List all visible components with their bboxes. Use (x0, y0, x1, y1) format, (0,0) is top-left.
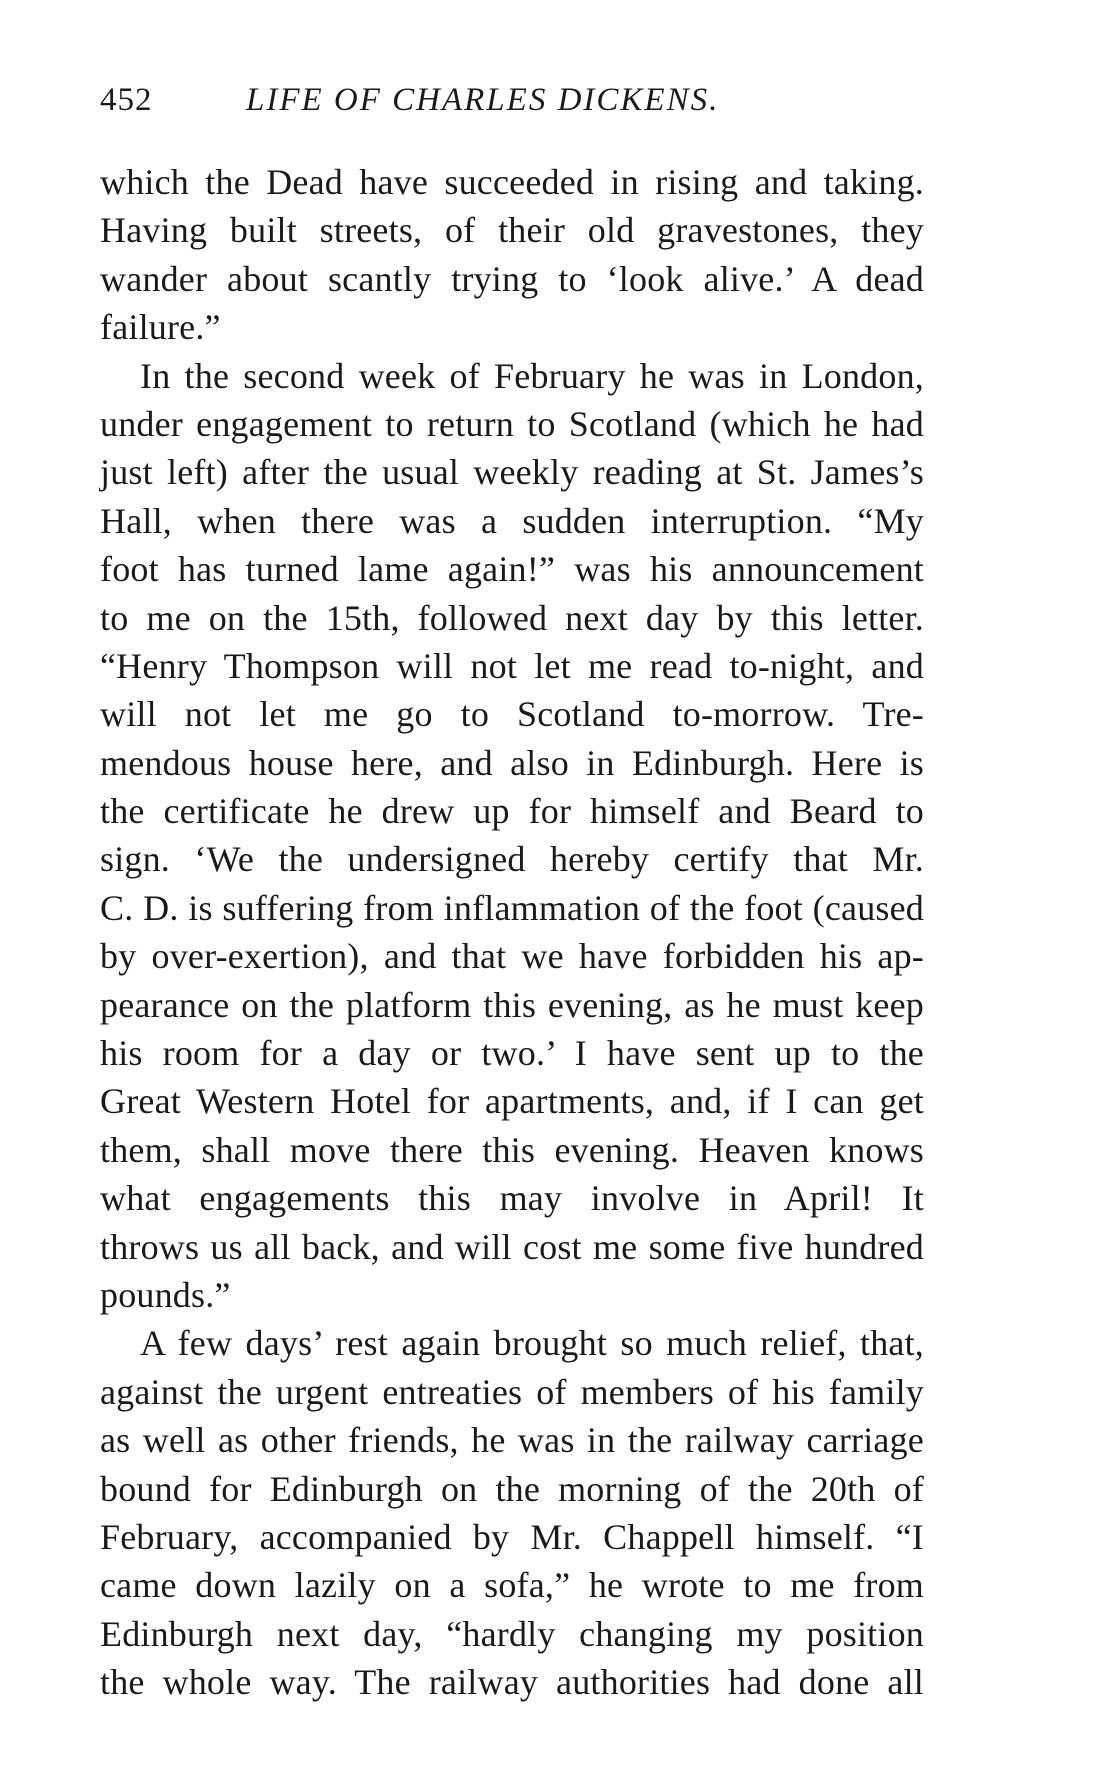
text-line: mendous house here, and also in Edinburgh. Here is (100, 742, 924, 783)
text-line: C. D. is suffering from inflammation of the foot (caused (100, 887, 924, 928)
text-line: sign. ‘We the undersigned hereby certify that Mr. (100, 839, 924, 880)
text-line: his room for a day or two.’ I have sent up to the (100, 1033, 924, 1074)
text-line: bound for Edinburgh on the morning of the 20th of (100, 1468, 924, 1509)
text-line: under engagement to return to Scotland (which he had (100, 403, 924, 444)
body-text (100, 158, 924, 1707)
text-line: failure.” (100, 307, 221, 348)
text-line: pounds.” (100, 1274, 231, 1315)
text-line: pearance on the platform this evening, as he must keep (100, 984, 924, 1025)
text-line: A few days’ rest again brought so much relief, that, (140, 1323, 924, 1364)
text-line: to me on the 15th, followed next day by this letter. (100, 597, 924, 638)
text-line: In the second week of February he was in London, (140, 355, 924, 396)
running-title: LIFE OF CHARLES DICKENS. (246, 82, 720, 118)
text-line: Edinburgh next day, “hardly changing my position (100, 1613, 924, 1654)
text-line: just left) after the usual weekly reading at St. James’s (100, 452, 924, 493)
text-line: which the Dead have succeeded in rising and taking. (100, 162, 924, 202)
running-head (96, 78, 916, 122)
text-line: the certificate he drew up for himself and Beard to (100, 791, 924, 832)
text-line: Having built streets, of their old gravestones, they (100, 210, 924, 251)
text-line: throws us all back, and will cost me some five hundred (100, 1226, 924, 1267)
text-line: will not let me go to Scotland to-morrow. Tre- (100, 694, 924, 735)
text-line: foot has turned lame again!” was his announcement (100, 549, 924, 590)
text-line: Hall, when there was a sudden interruption. “My (100, 500, 924, 541)
page-number: 452 (100, 82, 153, 118)
text-line: February, accompanied by Mr. Chappell himself. “I (100, 1516, 924, 1557)
text-line: wander about scantly trying to ‘look alive.’ A dead (100, 258, 924, 299)
text-line: the whole way. The railway authorities had done all (100, 1662, 924, 1703)
text-line: them, shall move there this evening. Heaven knows (100, 1129, 924, 1170)
text-line: Great Western Hotel for apartments, and, if I can get (100, 1081, 924, 1122)
text-line: against the urgent entreaties of members of his family (100, 1371, 924, 1412)
text-line: as well as other friends, he was in the railway carriage (100, 1420, 924, 1461)
text-line: “Henry Thompson will not let me read to-night, and (100, 645, 924, 686)
text-line: by over-exertion), and that we have forbidden his ap- (100, 936, 924, 977)
text-line: what engagements this may involve in April! It (100, 1178, 924, 1219)
text-line: came down lazily on a sofa,” he wrote to me from (100, 1565, 924, 1606)
